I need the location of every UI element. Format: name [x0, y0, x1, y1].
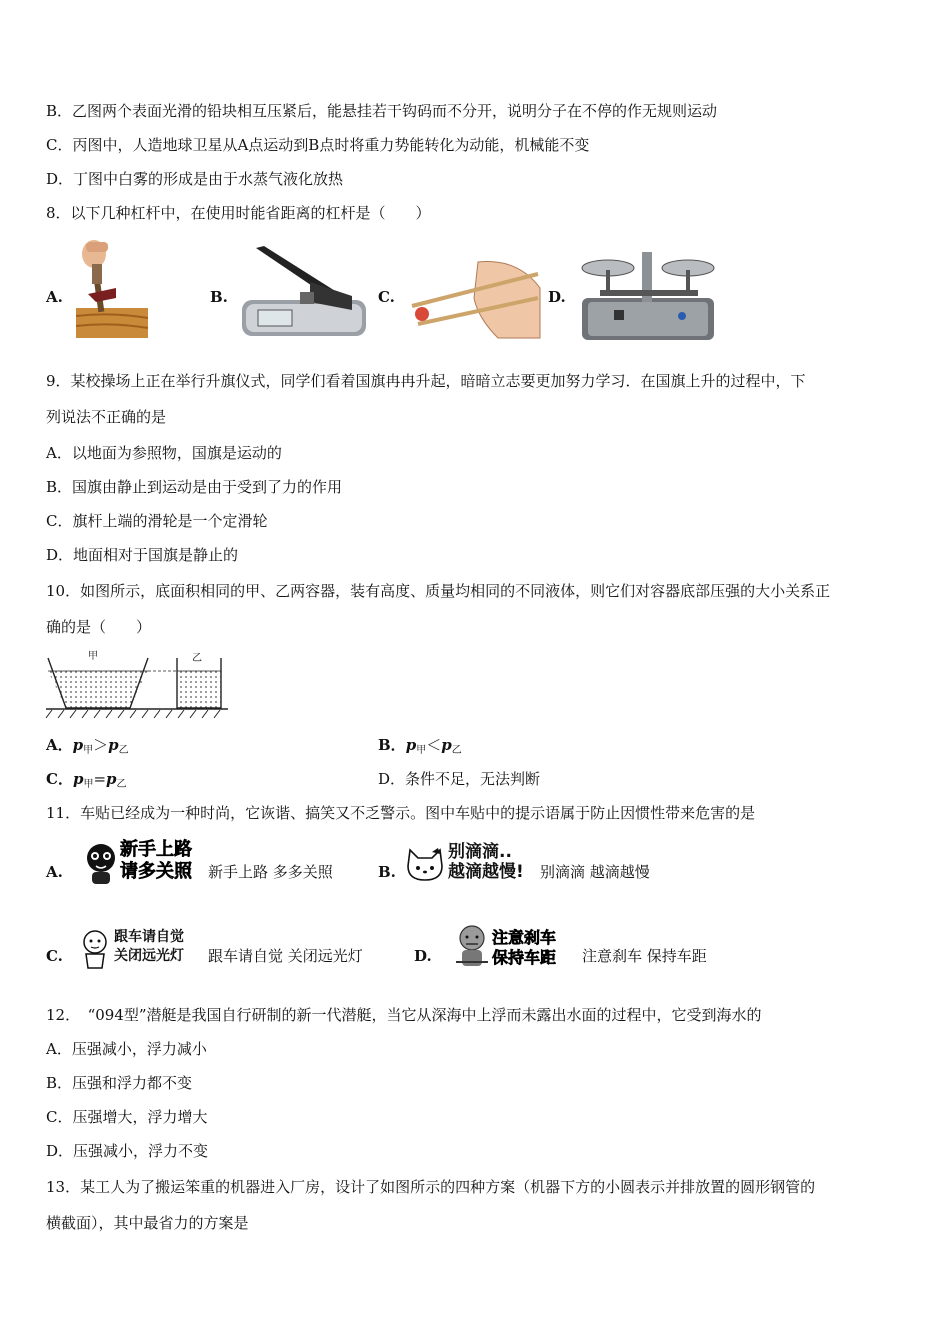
q10-stem-line1: 10．如图所示，底面积相同的甲、乙两容器，装有高度、质量均相同的不同液体，则它们对容器底部压强的大小关系正	[46, 582, 831, 600]
a-sticker-line2: 请多关照	[120, 861, 192, 882]
d-sticker-line2: 保持车距	[492, 948, 557, 967]
q13-stem-line2: 横截面），其中最省力的方案是	[46, 1214, 249, 1232]
chopsticks-figure	[408, 258, 544, 342]
q8-label-c: C.	[378, 288, 395, 306]
c-sticker-line2: 关闭远光灯	[114, 948, 184, 964]
q12-option-c: C．压强增大，浮力增大	[46, 1108, 208, 1126]
stapler-figure	[240, 244, 370, 342]
q10-option-c: C．$p_甲=p_乙$	[46, 770, 127, 790]
q11-option-a-text: 新手上路 多多关照	[208, 863, 333, 881]
q13-stem-line1: 13．某工人为了搬运笨重的机器进入厂房，设计了如图所示的四种方案（机器下方的小圆表示并排放置的圆形钢管的	[46, 1178, 816, 1196]
q11-option-b-text: 别滴滴 越滴越慢	[540, 863, 650, 881]
q9-stem-line1: 9．某校操场上正在举行升旗仪式，同学们看着国旗冉冉升起，暗暗立志要更加努力学习．在国旗上升的过程中，下	[46, 372, 806, 390]
q9-option-d: D．地面相对于国旗是静止的	[46, 546, 239, 564]
hello-kitty-sticker-icon	[404, 844, 446, 886]
c-sticker-line1: 跟车请自觉	[114, 929, 184, 945]
q11-option-c-text: 跟车请自觉 关闭远光灯	[208, 947, 363, 965]
label-yi: 乙	[192, 653, 202, 664]
q8-label-d: D.	[548, 288, 566, 306]
q9-stem-line2: 列说法不正确的是	[46, 408, 167, 426]
q11-label-d: D.	[414, 947, 432, 965]
q7-option-d: D．丁图中白雾的形成是由于水蒸气液化放热	[46, 170, 344, 188]
q10-option-d: D．条件不足，无法判断	[378, 770, 541, 788]
q11-option-d-text: 注意刹车 保持车距	[582, 947, 707, 965]
bald-man-sticker-icon	[452, 922, 492, 972]
q7-option-b: B．乙图两个表面光滑的铅块相互压紧后，能悬挂若干钩码而不分开，说明分子在不停的作无规则运动	[46, 102, 718, 120]
balance-scale-figure	[578, 240, 718, 344]
q8-label-a: A.	[46, 288, 63, 306]
containers-figure	[44, 650, 230, 722]
q9-option-c: C．旗杆上端的滑轮是一个定滑轮	[46, 512, 268, 530]
q12-stem: 12． “094型”潜艇是我国自行研制的新一代潜艇，当它从深海中上浮而未露出水面的过程中，它受到海水的	[46, 1006, 762, 1024]
q12-option-d: D．压强减小，浮力不变	[46, 1142, 209, 1160]
q12-option-b: B．压强和浮力都不变	[46, 1074, 193, 1092]
q10-option-b: B．$p_甲<p_乙$	[378, 736, 462, 756]
panda-sticker-icon	[84, 838, 118, 888]
b-sticker-line1: 别滴滴..	[448, 842, 512, 862]
q12-option-a: A．压强减小，浮力减小	[46, 1040, 207, 1058]
q10-option-a: A．$p_甲>p_乙$	[46, 736, 129, 756]
hammer-figure	[72, 238, 152, 340]
q11-label-c: C.	[46, 947, 63, 965]
q8-stem: 8．以下几种杠杆中，在使用时能省距离的杠杆是（ ）	[46, 204, 431, 222]
q8-label-b: B.	[210, 288, 228, 306]
q11-label-b: B.	[378, 863, 396, 881]
b-sticker-line2: 越滴越慢!	[448, 862, 524, 882]
q11-label-a: A.	[46, 863, 63, 881]
q11-stem: 11．车贴已经成为一种时尚，它诙谐、搞笑又不乏警示。图中车贴中的提示语属于防止因惯性带来危害的是	[46, 804, 756, 822]
q10-stem-line2: 确的是（ ）	[46, 618, 152, 636]
q9-option-b: B．国旗由静止到运动是由于受到了力的作用	[46, 478, 343, 496]
q7-option-c: C．丙图中，人造地球卫星从A点运动到B点时将重力势能转化为动能，机械能不变	[46, 136, 590, 154]
cartoon-kid-sticker-icon	[78, 928, 112, 972]
d-sticker-line1: 注意刹车	[492, 928, 557, 947]
a-sticker-line1: 新手上路	[120, 839, 192, 860]
q9-option-a: A．以地面为参照物，国旗是运动的	[46, 444, 282, 462]
label-jia: 甲	[88, 651, 98, 662]
